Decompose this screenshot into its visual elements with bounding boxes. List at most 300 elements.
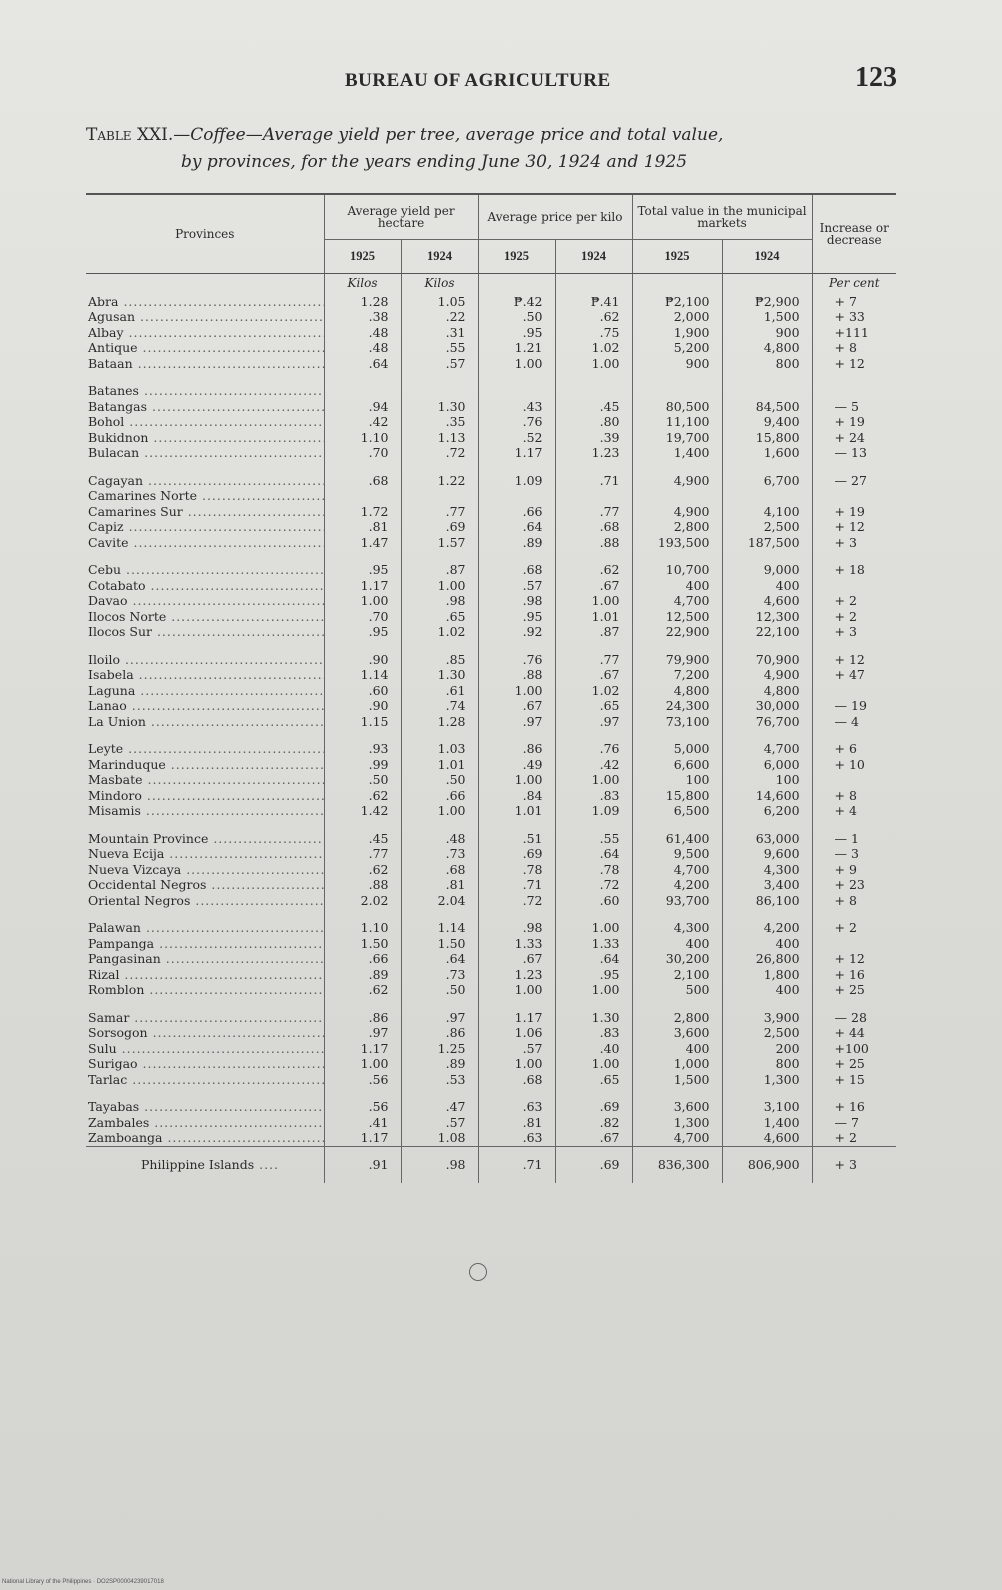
cell-p24: .75 bbox=[555, 325, 632, 341]
cell-y25: .41 bbox=[324, 1115, 401, 1131]
table-row bbox=[86, 698, 896, 714]
cell-p24: .64 bbox=[555, 951, 632, 967]
cell-v25: ₱2,100 bbox=[632, 294, 722, 310]
table-row bbox=[86, 399, 896, 415]
cell-p24: 1.00 bbox=[555, 1056, 632, 1072]
table-row bbox=[86, 741, 896, 757]
cell-v24: 100 bbox=[722, 772, 812, 788]
cell-p24: .42 bbox=[555, 757, 632, 773]
cell-v25: 400 bbox=[632, 578, 722, 594]
cell-v24: 1,300 bbox=[722, 1072, 812, 1088]
cell-p25: 1.23 bbox=[478, 967, 555, 983]
cell-p25: .57 bbox=[478, 578, 555, 594]
province-name: Masbate ..... bbox=[86, 772, 324, 788]
cell-increase: + 6 bbox=[812, 741, 896, 757]
header-yield: Average yield per hectare bbox=[324, 195, 478, 239]
province-name: Albay ..... bbox=[86, 325, 324, 341]
table-row bbox=[86, 504, 896, 520]
table-row bbox=[86, 356, 896, 372]
total-y25: .91 bbox=[324, 1146, 401, 1183]
cell-increase: + 12 bbox=[812, 356, 896, 372]
table-row bbox=[86, 846, 896, 862]
cell-p25 bbox=[478, 488, 555, 504]
cell-p24: 1.00 bbox=[555, 593, 632, 609]
cell-increase: + 25 bbox=[812, 1056, 896, 1072]
cell-v24: 9,000 bbox=[722, 562, 812, 578]
province-name: Surigao ..... bbox=[86, 1056, 324, 1072]
cell-y25: .89 bbox=[324, 967, 401, 983]
cell-y25: .95 bbox=[324, 624, 401, 640]
province-name: Batanes ..... bbox=[86, 383, 324, 399]
cell-p25: 1.17 bbox=[478, 1010, 555, 1026]
cell-v24: 800 bbox=[722, 356, 812, 372]
cell-p25: 1.00 bbox=[478, 356, 555, 372]
cell-p24: .78 bbox=[555, 862, 632, 878]
table-row bbox=[86, 294, 896, 310]
cell-v25: 4,200 bbox=[632, 877, 722, 893]
cell-y25: .77 bbox=[324, 846, 401, 862]
cell-v25: 2,800 bbox=[632, 519, 722, 535]
cell-v24: 3,900 bbox=[722, 1010, 812, 1026]
data-table bbox=[86, 195, 896, 1183]
cell-y25: 1.50 bbox=[324, 936, 401, 952]
cell-increase: + 16 bbox=[812, 967, 896, 983]
cell-v24: 6,000 bbox=[722, 757, 812, 773]
cell-y24: 1.22 bbox=[401, 473, 478, 489]
cell-y25: .95 bbox=[324, 562, 401, 578]
cell-v25: 1,900 bbox=[632, 325, 722, 341]
cell-v25: 3,600 bbox=[632, 1099, 722, 1115]
province-name: Nueva Vizcaya ..... bbox=[86, 862, 324, 878]
cell-p24: .65 bbox=[555, 1072, 632, 1088]
cell-y25: 1.00 bbox=[324, 1056, 401, 1072]
cell-v24: 6,200 bbox=[722, 803, 812, 819]
cell-v25 bbox=[632, 488, 722, 504]
cell-p25: .95 bbox=[478, 325, 555, 341]
header-value-1924: 1924 bbox=[722, 239, 812, 273]
cell-p25: .68 bbox=[478, 1072, 555, 1088]
cell-p24: .82 bbox=[555, 1115, 632, 1131]
cell-increase: — 4 bbox=[812, 714, 896, 730]
cell-p25: .76 bbox=[478, 652, 555, 668]
cell-v25: 19,700 bbox=[632, 430, 722, 446]
total-v24: 806,900 bbox=[722, 1146, 812, 1183]
cell-p24: 1.00 bbox=[555, 920, 632, 936]
cell-v24: 76,700 bbox=[722, 714, 812, 730]
cell-p25: 1.06 bbox=[478, 1025, 555, 1041]
cell-p25: .92 bbox=[478, 624, 555, 640]
cell-p25: .98 bbox=[478, 593, 555, 609]
province-name: Cebu ..... bbox=[86, 562, 324, 578]
table-row bbox=[86, 920, 896, 936]
province-name: Mindoro ..... bbox=[86, 788, 324, 804]
province-name: Davao ..... bbox=[86, 593, 324, 609]
cell-y24: .55 bbox=[401, 340, 478, 356]
caption-text-2: by provinces, for the years ending June 30, 1924 and 1925 bbox=[181, 152, 688, 172]
province-name: Cavite ..... bbox=[86, 535, 324, 551]
cell-v25: 6,600 bbox=[632, 757, 722, 773]
cell-v25: 400 bbox=[632, 1041, 722, 1057]
cell-p24: 1.09 bbox=[555, 803, 632, 819]
cell-v25: 93,700 bbox=[632, 893, 722, 909]
cell-y24: .72 bbox=[401, 445, 478, 461]
cell-p25: .78 bbox=[478, 862, 555, 878]
total-y24: .98 bbox=[401, 1146, 478, 1183]
cell-increase: + 12 bbox=[812, 519, 896, 535]
cell-y25: 1.72 bbox=[324, 504, 401, 520]
cell-y25: .70 bbox=[324, 609, 401, 625]
cell-p25: .95 bbox=[478, 609, 555, 625]
units-row bbox=[86, 273, 896, 294]
province-name: La Union ..... bbox=[86, 714, 324, 730]
cell-v25: 12,500 bbox=[632, 609, 722, 625]
cell-increase: + 8 bbox=[812, 893, 896, 909]
table-row bbox=[86, 325, 896, 341]
cell-p25: 1.09 bbox=[478, 473, 555, 489]
cell-p24: 1.30 bbox=[555, 1010, 632, 1026]
cell-increase: + 4 bbox=[812, 803, 896, 819]
province-name: Samar ..... bbox=[86, 1010, 324, 1026]
cell-y25: .62 bbox=[324, 788, 401, 804]
province-name: Sulu ..... bbox=[86, 1041, 324, 1057]
cell-v24: 400 bbox=[722, 982, 812, 998]
cell-p24: 1.02 bbox=[555, 683, 632, 699]
cell-v24: ₱2,900 bbox=[722, 294, 812, 310]
province-name: Iloilo ..... bbox=[86, 652, 324, 668]
cell-increase: — 3 bbox=[812, 846, 896, 862]
cell-p24: .40 bbox=[555, 1041, 632, 1057]
cell-y24: .73 bbox=[401, 846, 478, 862]
cell-increase: + 15 bbox=[812, 1072, 896, 1088]
table-row bbox=[86, 562, 896, 578]
table-row bbox=[86, 309, 896, 325]
province-name: Leyte ..... bbox=[86, 741, 324, 757]
table-row bbox=[86, 1072, 896, 1088]
cell-y25: 1.17 bbox=[324, 578, 401, 594]
cell-v24: 4,300 bbox=[722, 862, 812, 878]
cell-increase: + 25 bbox=[812, 982, 896, 998]
table-row bbox=[86, 578, 896, 594]
table-row bbox=[86, 1056, 896, 1072]
cell-v25: 15,800 bbox=[632, 788, 722, 804]
province-name: Palawan ..... bbox=[86, 920, 324, 936]
cell-p25: .72 bbox=[478, 893, 555, 909]
province-name: Abra ..... bbox=[86, 294, 324, 310]
cell-y25: .86 bbox=[324, 1010, 401, 1026]
cell-v25: 100 bbox=[632, 772, 722, 788]
cell-y24: .86 bbox=[401, 1025, 478, 1041]
table-row bbox=[86, 519, 896, 535]
cell-y25: .64 bbox=[324, 356, 401, 372]
cell-y25: 1.17 bbox=[324, 1041, 401, 1057]
table-row bbox=[86, 430, 896, 446]
cell-y24: .48 bbox=[401, 831, 478, 847]
table-row bbox=[86, 683, 896, 699]
table-row bbox=[86, 473, 896, 489]
province-name: Sorsogon ..... bbox=[86, 1025, 324, 1041]
cell-p24: .62 bbox=[555, 309, 632, 325]
cell-y25: .90 bbox=[324, 698, 401, 714]
cell-v24: 400 bbox=[722, 936, 812, 952]
cell-y25: .38 bbox=[324, 309, 401, 325]
cell-increase: + 44 bbox=[812, 1025, 896, 1041]
cell-v25: 3,600 bbox=[632, 1025, 722, 1041]
cell-p25: 1.33 bbox=[478, 936, 555, 952]
cell-increase: + 8 bbox=[812, 340, 896, 356]
cell-v24: 400 bbox=[722, 578, 812, 594]
running-head bbox=[0, 62, 1002, 98]
cell-y25 bbox=[324, 383, 401, 399]
total-p24: .69 bbox=[555, 1146, 632, 1183]
cell-v25: 1,500 bbox=[632, 1072, 722, 1088]
table-row bbox=[86, 714, 896, 730]
cell-y24: 1.08 bbox=[401, 1130, 478, 1146]
cell-y24: .57 bbox=[401, 356, 478, 372]
cell-increase: + 12 bbox=[812, 951, 896, 967]
group-gap bbox=[86, 461, 896, 473]
table-row bbox=[86, 667, 896, 683]
cell-increase: + 7 bbox=[812, 294, 896, 310]
cell-v24: 4,600 bbox=[722, 593, 812, 609]
table-row bbox=[86, 535, 896, 551]
province-name: Lanao ..... bbox=[86, 698, 324, 714]
cell-v25: 2,000 bbox=[632, 309, 722, 325]
cell-v25: 4,900 bbox=[632, 504, 722, 520]
header-price-1925: 1925 bbox=[478, 239, 555, 273]
cell-y24: 1.30 bbox=[401, 667, 478, 683]
cell-p24: .60 bbox=[555, 893, 632, 909]
cell-v24: 4,900 bbox=[722, 667, 812, 683]
cell-p25: .63 bbox=[478, 1099, 555, 1115]
group-gap bbox=[86, 998, 896, 1010]
cell-y24: .35 bbox=[401, 414, 478, 430]
cell-y24: .97 bbox=[401, 1010, 478, 1026]
cell-p25: .63 bbox=[478, 1130, 555, 1146]
cell-increase: + 16 bbox=[812, 1099, 896, 1115]
cell-y24: 1.03 bbox=[401, 741, 478, 757]
cell-v24: 4,800 bbox=[722, 340, 812, 356]
caption-line-2 bbox=[86, 149, 906, 176]
table-row bbox=[86, 609, 896, 625]
cell-v25: 4,700 bbox=[632, 593, 722, 609]
table-row bbox=[86, 1010, 896, 1026]
table-row bbox=[86, 877, 896, 893]
table-row bbox=[86, 488, 896, 504]
cell-v25: 193,500 bbox=[632, 535, 722, 551]
cell-y25: .97 bbox=[324, 1025, 401, 1041]
group-gap bbox=[86, 729, 896, 741]
group-gap bbox=[86, 1087, 896, 1099]
total-row bbox=[86, 1146, 896, 1183]
cell-v24: 4,800 bbox=[722, 683, 812, 699]
cell-p24: .65 bbox=[555, 698, 632, 714]
cell-y24: 1.50 bbox=[401, 936, 478, 952]
table-row bbox=[86, 831, 896, 847]
cell-y25: .66 bbox=[324, 951, 401, 967]
cell-y24: 1.57 bbox=[401, 535, 478, 551]
table-row bbox=[86, 936, 896, 952]
province-name: Batangas ..... bbox=[86, 399, 324, 415]
cell-p24: .95 bbox=[555, 967, 632, 983]
cell-v25: 1,400 bbox=[632, 445, 722, 461]
cell-increase: + 3 bbox=[812, 624, 896, 640]
footer-credit: National Library of the Philippines · DO2SP00004239017018 bbox=[2, 1579, 164, 1585]
cell-y24: .68 bbox=[401, 862, 478, 878]
cell-v24: 12,300 bbox=[722, 609, 812, 625]
cell-p25: .50 bbox=[478, 309, 555, 325]
table-row bbox=[86, 982, 896, 998]
province-name: Oriental Negros ..... bbox=[86, 893, 324, 909]
cell-p25: .51 bbox=[478, 831, 555, 847]
cell-y24: .47 bbox=[401, 1099, 478, 1115]
cell-v25 bbox=[632, 383, 722, 399]
province-name: Bohol ..... bbox=[86, 414, 324, 430]
cell-p25: .66 bbox=[478, 504, 555, 520]
cell-v25: 4,700 bbox=[632, 862, 722, 878]
cell-y24: .87 bbox=[401, 562, 478, 578]
total-label: Philippine Islands .... bbox=[86, 1146, 324, 1183]
province-name: Pangasinan ..... bbox=[86, 951, 324, 967]
cell-v24: 9,600 bbox=[722, 846, 812, 862]
cell-increase: — 1 bbox=[812, 831, 896, 847]
cell-p25: .43 bbox=[478, 399, 555, 415]
cell-increase: + 18 bbox=[812, 562, 896, 578]
cell-v24: 4,200 bbox=[722, 920, 812, 936]
cell-v25: 1,300 bbox=[632, 1115, 722, 1131]
province-name: Ilocos Norte ..... bbox=[86, 609, 324, 625]
cell-p25: .86 bbox=[478, 741, 555, 757]
cell-increase: + 9 bbox=[812, 862, 896, 878]
cell-increase bbox=[812, 488, 896, 504]
cell-y25 bbox=[324, 488, 401, 504]
cell-p25: 1.21 bbox=[478, 340, 555, 356]
cell-v25: 73,100 bbox=[632, 714, 722, 730]
cell-p25: 1.00 bbox=[478, 772, 555, 788]
cell-p25: .69 bbox=[478, 846, 555, 862]
total-v25: 836,300 bbox=[632, 1146, 722, 1183]
cell-v25: 4,300 bbox=[632, 920, 722, 936]
cell-increase: — 7 bbox=[812, 1115, 896, 1131]
cell-p25: 1.17 bbox=[478, 445, 555, 461]
cell-p24: .77 bbox=[555, 652, 632, 668]
cell-v25: 61,400 bbox=[632, 831, 722, 847]
cell-y24: .73 bbox=[401, 967, 478, 983]
cell-increase: + 12 bbox=[812, 652, 896, 668]
header-price: Average price per kilo bbox=[478, 195, 632, 239]
province-name: Camarines Norte ..... bbox=[86, 488, 324, 504]
cell-y24: 1.01 bbox=[401, 757, 478, 773]
cell-increase: + 2 bbox=[812, 1130, 896, 1146]
province-name: Ilocos Sur ..... bbox=[86, 624, 324, 640]
header-yield-1924: 1924 bbox=[401, 239, 478, 273]
table-row bbox=[86, 445, 896, 461]
cell-v24 bbox=[722, 488, 812, 504]
cell-v25: 1,000 bbox=[632, 1056, 722, 1072]
cell-v25: 900 bbox=[632, 356, 722, 372]
cell-p25 bbox=[478, 383, 555, 399]
table-row bbox=[86, 1130, 896, 1146]
cell-p24: ₱.41 bbox=[555, 294, 632, 310]
table-row bbox=[86, 340, 896, 356]
cell-v25: 11,100 bbox=[632, 414, 722, 430]
cell-y24: .50 bbox=[401, 772, 478, 788]
table-row bbox=[86, 652, 896, 668]
cell-y25: .56 bbox=[324, 1099, 401, 1115]
cell-y24: 1.05 bbox=[401, 294, 478, 310]
cell-y24: .22 bbox=[401, 309, 478, 325]
cell-v24: 4,600 bbox=[722, 1130, 812, 1146]
table-row bbox=[86, 803, 896, 819]
province-name: Bukidnon ..... bbox=[86, 430, 324, 446]
cell-v25: 9,500 bbox=[632, 846, 722, 862]
cell-v25: 4,700 bbox=[632, 1130, 722, 1146]
cell-p24: .97 bbox=[555, 714, 632, 730]
cell-y25: 1.10 bbox=[324, 920, 401, 936]
cell-p25: 1.01 bbox=[478, 803, 555, 819]
cell-y24: .61 bbox=[401, 683, 478, 699]
cell-v25: 30,200 bbox=[632, 951, 722, 967]
cell-increase: + 2 bbox=[812, 920, 896, 936]
table-body bbox=[86, 273, 896, 1183]
unit-kilos-1924: Kilos bbox=[401, 273, 478, 294]
cell-y24: .31 bbox=[401, 325, 478, 341]
cell-y24: 1.30 bbox=[401, 399, 478, 415]
cell-y25: .62 bbox=[324, 982, 401, 998]
cell-v24: 15,800 bbox=[722, 430, 812, 446]
cell-v25: 400 bbox=[632, 936, 722, 952]
cell-y24: .64 bbox=[401, 951, 478, 967]
header-price-1924: 1924 bbox=[555, 239, 632, 273]
province-name: Camarines Sur ..... bbox=[86, 504, 324, 520]
province-name: Isabela ..... bbox=[86, 667, 324, 683]
cell-p24: .77 bbox=[555, 504, 632, 520]
cell-p24: .88 bbox=[555, 535, 632, 551]
cell-v24: 2,500 bbox=[722, 1025, 812, 1041]
cell-v25: 22,900 bbox=[632, 624, 722, 640]
province-name: Mountain Province ..... bbox=[86, 831, 324, 847]
province-name: Cotabato ..... bbox=[86, 578, 324, 594]
province-name: Tayabas ..... bbox=[86, 1099, 324, 1115]
cell-y25: .81 bbox=[324, 519, 401, 535]
cell-v25: 5,200 bbox=[632, 340, 722, 356]
cell-v25: 4,800 bbox=[632, 683, 722, 699]
cell-increase bbox=[812, 936, 896, 952]
group-gap bbox=[86, 819, 896, 831]
cell-v24: 187,500 bbox=[722, 535, 812, 551]
cell-y24: 2.04 bbox=[401, 893, 478, 909]
cell-v24: 3,400 bbox=[722, 877, 812, 893]
cell-increase: +100 bbox=[812, 1041, 896, 1057]
cell-v24: 70,900 bbox=[722, 652, 812, 668]
cell-v24: 84,500 bbox=[722, 399, 812, 415]
cell-p25: 1.00 bbox=[478, 683, 555, 699]
circle-mark bbox=[469, 1263, 487, 1281]
cell-v24: 1,400 bbox=[722, 1115, 812, 1131]
province-name: Tarlac ..... bbox=[86, 1072, 324, 1088]
province-name: Pampanga ..... bbox=[86, 936, 324, 952]
cell-p24: .71 bbox=[555, 473, 632, 489]
cell-y25: 1.42 bbox=[324, 803, 401, 819]
group-gap bbox=[86, 550, 896, 562]
cell-p24: 1.02 bbox=[555, 340, 632, 356]
cell-y24: .81 bbox=[401, 877, 478, 893]
cell-v24: 2,500 bbox=[722, 519, 812, 535]
cell-p24: .69 bbox=[555, 1099, 632, 1115]
cell-y25: 1.00 bbox=[324, 593, 401, 609]
cell-p24 bbox=[555, 488, 632, 504]
cell-p25: .64 bbox=[478, 519, 555, 535]
cell-p25: .88 bbox=[478, 667, 555, 683]
